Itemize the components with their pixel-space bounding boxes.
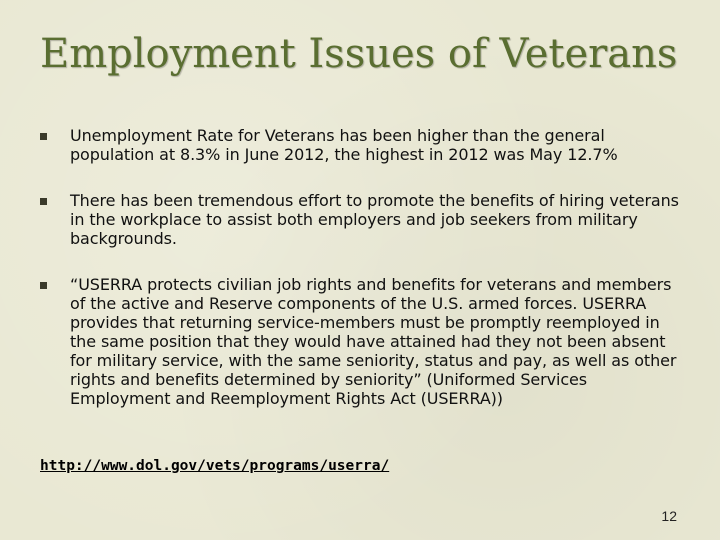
bullet-text: “USERRA protects civilian job rights and benefits for veterans and members of the active and Reserve components of the U.S. armed forces. USERRA provides that returning service-members must be promptly reemployed in the same position that they would have attained had they not been absent for military service, with the same seniority, status and pay, as well as other rights and benefits determined by seniority” (Uniformed Services Employment and Reemployment Rights Act (USERRA)) [70, 275, 677, 408]
square-bullet-icon [40, 198, 47, 205]
slide-title: Employment Issues of Veterans [40, 31, 678, 77]
bullet-list [40, 126, 680, 408]
square-bullet-icon [40, 282, 47, 289]
bullet-item-userra [40, 275, 680, 408]
bullet-item-hiring [40, 191, 680, 248]
square-bullet-icon [40, 133, 47, 140]
userra-link[interactable]: http://www.dol.gov/vets/programs/userra/ [40, 458, 390, 474]
bullet-text: There has been tremendous effort to promote the benefits of hiring veterans in the workplace to assist both employers and job seekers from military backgrounds. [70, 191, 679, 248]
bullet-item-unemployment [40, 126, 680, 164]
bullet-text: Unemployment Rate for Veterans has been higher than the general population at 8.3% in June 2012, the highest in 2012 was May 12.7% [70, 126, 618, 164]
page-number: 12 [661, 508, 677, 524]
